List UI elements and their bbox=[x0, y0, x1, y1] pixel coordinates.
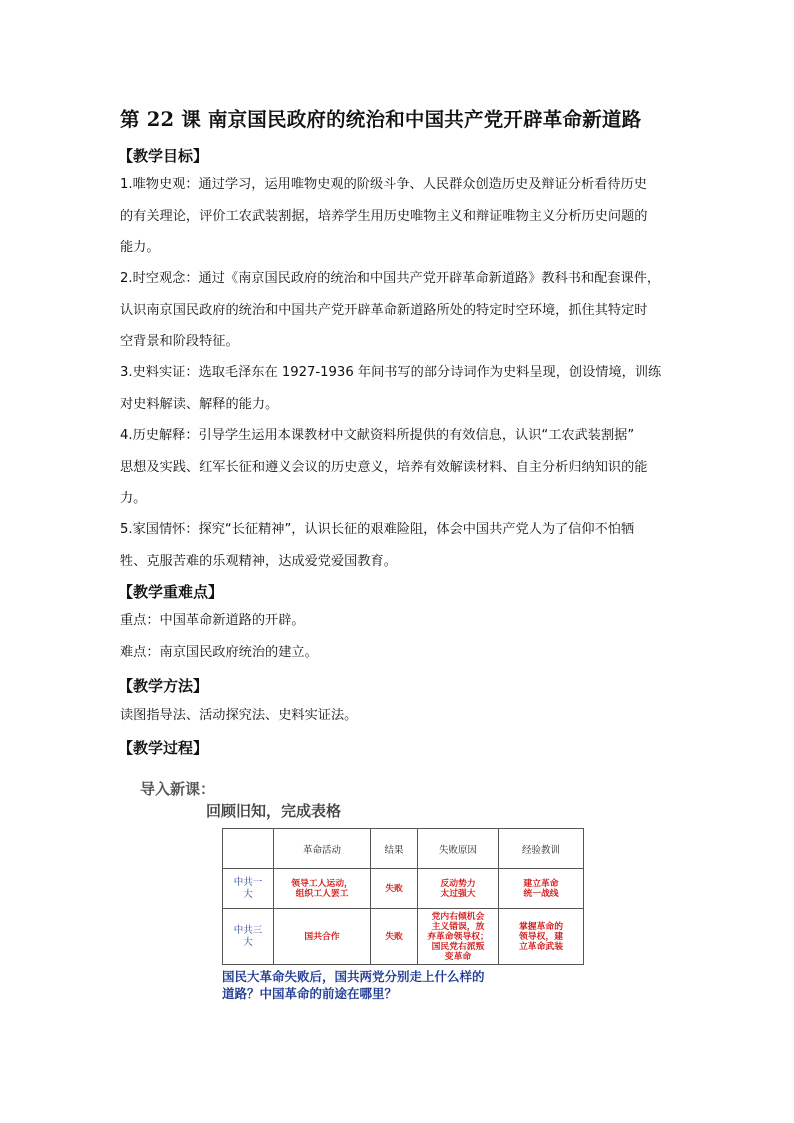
objective-4-line: 4.历史解释：引导学生运用本课教材中文献资料所提供的有效信息，认识“工农武装割据” bbox=[120, 428, 635, 443]
methods-line: 读图指导法、活动探究法、史料实证法。 bbox=[120, 708, 358, 723]
objective-2-line: 认识南京国民政府的统治和中国共产党开辟革命新道路所处的特定时空环境，抓住其特定时 bbox=[120, 302, 648, 318]
process-heading: 【教学过程】 bbox=[118, 739, 209, 757]
objective-4-line: 思想及实践、红军长征和遵义会议的历史意义，培养有效解读材料、自主分析归纳知识的能 bbox=[120, 459, 648, 475]
cell-text: 组织工人罢工 bbox=[295, 888, 349, 899]
lesson-cell bbox=[499, 869, 584, 909]
objective-1-line: 的有关理论，评价工农武装割据，培养学生用历史唯物主义和辩证唯物主义分析历史问题的 bbox=[120, 208, 648, 224]
objective-2 bbox=[120, 263, 680, 358]
table-header-row bbox=[223, 829, 584, 869]
row-head-text: 大 bbox=[243, 888, 253, 900]
table-header-cell: 失败原因 bbox=[418, 829, 499, 869]
cell-text: 领导权，建 bbox=[519, 931, 563, 942]
cell-text: 失败 bbox=[385, 931, 403, 942]
methods-text bbox=[120, 700, 680, 732]
table-header-cell: 经验教训 bbox=[499, 829, 584, 869]
difficulty-text: 难点：南京国民政府统治的建立。 bbox=[120, 644, 318, 660]
question-line: 道路？中国革命的前途在哪里？ bbox=[222, 986, 398, 1001]
objective-5-line: 牲、克服苦难的乐观精神，达成爱党爱国教育。 bbox=[120, 553, 397, 569]
cell-text: 太过强大 bbox=[440, 888, 476, 899]
cell-text: 国民党右派叛 bbox=[431, 941, 485, 952]
row-head-cell bbox=[223, 909, 274, 965]
reason-cell bbox=[418, 869, 499, 909]
cell-text: 建立革命 bbox=[523, 878, 559, 889]
cell-text: 反动势力 bbox=[440, 878, 476, 889]
intro-label: 导入新课： bbox=[140, 780, 216, 798]
table-header-cell bbox=[223, 829, 274, 869]
row-head-cell bbox=[223, 869, 274, 909]
objective-2-line: 空背景和阶段特征。 bbox=[120, 334, 239, 349]
lesson-intro-slide bbox=[130, 778, 590, 1008]
lesson-cell bbox=[499, 909, 584, 965]
table-header-cell: 结果 bbox=[371, 829, 418, 869]
objective-1-line: 1.唯物史观：通过学习，运用唯物史观的阶级斗争、人民群众创造历史及辩证分析看待历史 bbox=[120, 177, 647, 192]
cell-text: 领导工人运动， bbox=[291, 878, 353, 889]
slide-subtitle: 回顾旧知，完成表格 bbox=[206, 802, 342, 820]
cell-text: 国共合作 bbox=[304, 931, 340, 942]
objective-5-line: 5.家国情怀：探究“长征精神”，认识长征的艰难险阻，体会中国共产党人为了信仰不怕牺 bbox=[120, 522, 635, 537]
cell-text: 失败 bbox=[385, 883, 403, 894]
cell-text: 立革命武装 bbox=[519, 941, 563, 952]
row-head-text: 大 bbox=[243, 936, 253, 948]
objective-3-line: 3.史料实证：选取毛泽东在 1927-1936 年间书写的部分诗词作为史料呈现，创设情境，训练 bbox=[120, 365, 662, 380]
table-row bbox=[223, 869, 584, 909]
result-cell bbox=[371, 869, 418, 909]
methods-heading: 【教学方法】 bbox=[118, 677, 209, 695]
row-head-text: 中共三 bbox=[233, 924, 263, 936]
cell-text: 变革命 bbox=[444, 951, 472, 962]
guiding-question bbox=[222, 968, 485, 1002]
objective-3 bbox=[120, 357, 680, 420]
cell-text: 统一战线 bbox=[523, 888, 559, 899]
objective-1-line: 能力。 bbox=[120, 240, 160, 255]
table-header-cell: 革命活动 bbox=[274, 829, 371, 869]
result-cell bbox=[371, 909, 418, 965]
activity-cell bbox=[274, 909, 371, 965]
objective-2-line: 2.时空观念：通过《南京国民政府的统治和中国共产党开辟革命新道路》教科书和配套课件， bbox=[120, 271, 661, 286]
key-point-text: 重点：中国革命新道路的开辟。 bbox=[120, 613, 305, 628]
cell-text: 掌握革命的 bbox=[519, 921, 563, 932]
key-points-heading: 【教学重难点】 bbox=[118, 583, 224, 601]
key-points bbox=[120, 605, 680, 668]
table-row bbox=[223, 909, 584, 965]
objective-4 bbox=[120, 420, 680, 515]
question-line: 国民大革命失败后，国共两党分别走上什么样的 bbox=[222, 969, 485, 984]
page-title: 第 22 课 南京国民政府的统治和中国共产党开辟革命新道路 bbox=[120, 108, 642, 131]
review-table bbox=[222, 828, 584, 965]
row-head-text: 中共一 bbox=[233, 876, 263, 888]
cell-text: 党内右倾机会 bbox=[431, 911, 485, 922]
activity-cell bbox=[274, 869, 371, 909]
objective-5 bbox=[120, 514, 680, 577]
cell-text: 主义错误，放 bbox=[431, 921, 485, 932]
cell-text: 弃革命领导权； bbox=[427, 931, 489, 942]
objective-1 bbox=[120, 169, 680, 264]
objective-4-line: 力。 bbox=[120, 491, 147, 506]
objectives-heading: 【教学目标】 bbox=[118, 147, 209, 165]
objective-3-line: 对史料解读、解释的能力。 bbox=[120, 396, 279, 412]
reason-cell bbox=[418, 909, 499, 965]
